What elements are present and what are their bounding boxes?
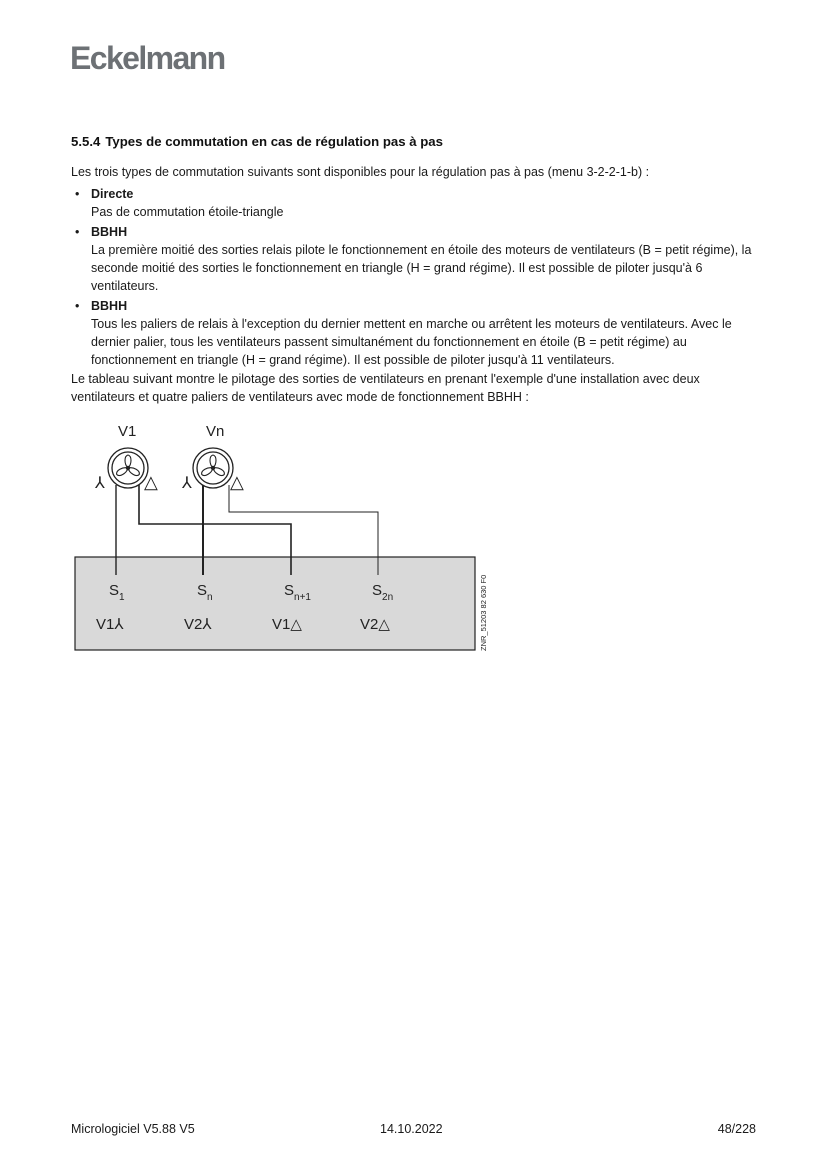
list-item	[71, 223, 761, 295]
fan-label-v1: V1	[118, 423, 137, 440]
section-heading	[71, 134, 443, 149]
output-label-s2n: $S_{2n}$	[372, 582, 394, 603]
eckelmann-logo: Eckelmann	[70, 40, 225, 76]
mode-label-v2-star: V2⅄	[184, 616, 212, 633]
list-item-term: BBHH	[91, 299, 128, 313]
mode-label-v1-star: V1⅄	[96, 616, 124, 633]
star-symbol-icon: ⅄	[182, 475, 192, 492]
output-label-sn: $S_n$	[197, 582, 213, 603]
footer-date: 14.10.2022	[380, 1122, 443, 1136]
list-item-term: Directe	[91, 187, 134, 201]
section-title: Types de commutation en cas de régulation pas à pas	[105, 134, 443, 149]
list-item-description: La première moitié des sorties relais pilote le fonctionnement en étoile des moteurs de ventilateurs (B = petit régime), la seconde moitié des sorties le fonctionnement en triangle (H = grand régime). Il est possible de piloter jusqu'à 6 ventilateurs.	[91, 243, 752, 293]
fan-label-vn: Vn	[206, 423, 225, 440]
intro-paragraph: Les trois types de commutation suivants sont disponibles pour la régulation pas à pas (menu 3-2-2-1-b) :	[71, 165, 650, 179]
list-item-description: Pas de commutation étoile-triangle	[91, 205, 284, 219]
footer-page-number: 48/228	[717, 1122, 756, 1136]
figure-reference-code: ZNR_51203 82 630 F0	[479, 574, 488, 651]
mode-label-v1-delta: V1△	[272, 616, 302, 633]
fan-icon	[193, 448, 233, 488]
star-symbol-icon: ⅄	[95, 475, 105, 492]
bullet: •	[75, 225, 80, 239]
section-number: 5.5.4	[71, 134, 101, 149]
relay-output-box	[75, 557, 475, 650]
list-item	[71, 185, 761, 221]
switching-types-list	[71, 185, 761, 371]
list-item	[71, 297, 761, 369]
list-item-description: Tous les paliers de relais à l'exception du dernier mettent en marche ou arrêtent les moteurs de ventilateurs. Avec le dernier palier, tous les ventilateurs passent simultanément du fonctionnement en étoile (B = petit régime) au fonctionnement en triangle (H = grand régime). Il est possible de piloter jusqu'à 11 ventilateurs.	[91, 317, 732, 367]
mode-label-v2-delta: V2△	[360, 616, 390, 633]
output-label-sn1: $S_{n+1}$	[284, 582, 311, 603]
delta-symbol-icon: △	[144, 472, 158, 492]
bullet: •	[75, 299, 80, 313]
bullet: •	[75, 187, 80, 201]
footer-software-version: Micrologiciel V5.88 V5	[71, 1122, 195, 1136]
list-item-term: BBHH	[91, 225, 128, 239]
fan-icon	[108, 448, 148, 488]
output-label-s1: $S_1$	[109, 582, 125, 603]
outro-paragraph: Le tableau suivant montre le pilotage des sorties de ventilateurs en prenant l'exemple d'une installation avec deux ventilateurs et quatre paliers de ventilateurs avec mode de fonctionnement BBHH :	[71, 372, 700, 404]
fan-wiring-diagram	[70, 415, 500, 660]
delta-symbol-icon: △	[230, 472, 244, 492]
